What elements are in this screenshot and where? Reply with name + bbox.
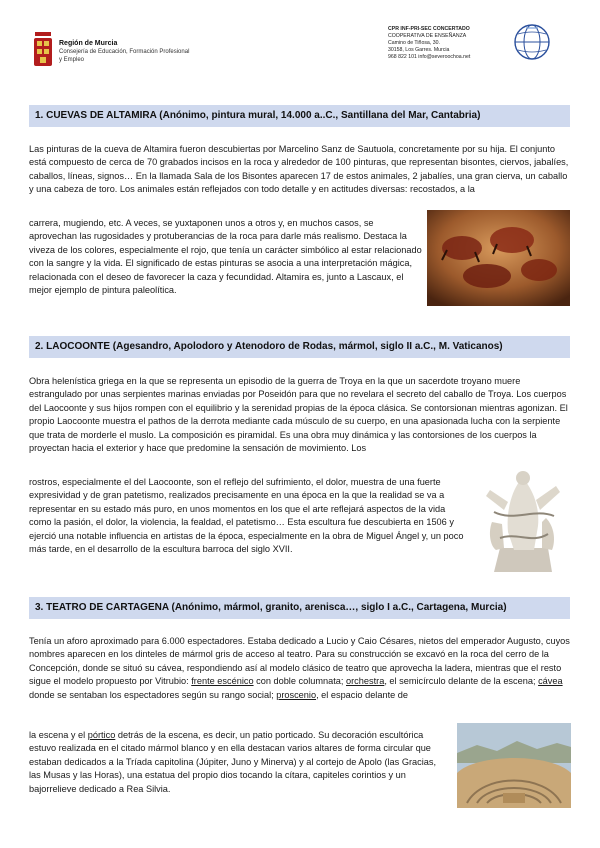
school-line3: Camino de Tiñosa, 30. (388, 40, 440, 46)
page-header (0, 0, 600, 90)
region-line2: Consejería de Educación, Formación Profesional (59, 49, 190, 55)
laocoonte-paragraph-narrow: rostros, especialmente el del Laocoonte, son el reflejo del sufrimiento, el dolor, muestra de una fuerte expresividad y de gran patetismo, realizados precisamente en una época en la que la realidad se va a representar en su estado más puro, en unos momentos en los que el arte reflejará aspectos de la vida como la pasión, el dolor, la violencia, la fealdad, el patetismo… Esta escultura fue descubierta en 1506 y ejerció una notable influencia en artistas de la época, especialmente en la obra de Miguel Ángel y, un poco más tarde, en el desarrollo de la escultura barroca del siglo XVII. (29, 477, 464, 555)
altamira-paragraph-narrow: carrera, mugiendo, etc. A veces, se yuxtaponen unos a otros y, en muchos casos, se aprovechan las rugosidades y protuberancias de la roca para darle más realismo. Destaca la viveza de los colores, especialmente el rojo, que tenía un carácter simbólico al estar relacionado con la sangre y la vida. El significado de estas pinturas se asocia a una interpretación mágica, relacionada con el deseo de favorecer la caza y fecundidad. Altamira es, junto a Lascaux, el mejor ejemplo de pintura paleolítica. (29, 218, 422, 296)
term-frente-escenico: frente escénico (191, 676, 254, 687)
teatro-text-f: detrás de la escena, es decir, un patio porticado. Su decoración escultórica estuvo realizada en el citado mármol blanco y en ella destacan varios altares de forma circular que estaban dedicados a la Tríada capitolina (Júpiter, Juno y Minerva) y al cortejo de Apolo (las Gracias, las Musas y las Horas), una estatua del propio dios tocando la cítara, capiteles corintios y un bajorrelieve dedicado a Rea Silvia. (29, 730, 437, 794)
school-info (388, 26, 470, 61)
teatro-text-b: , el semicírculo delante de la escena; (384, 676, 539, 687)
school-line4: 30158, Los Garres. Murcia (388, 47, 450, 53)
region-line3: y Empleo (59, 57, 85, 63)
term-proscenio: proscenio (276, 689, 317, 700)
section-heading-laocoonte: 2. LAOCOONTE (Agesandro, Apolodoro y Atenodoro de Rodas, mármol, siglo II a.C., M. Vaticanos) (29, 336, 570, 358)
teatro-text-d: , el espacio delante de (316, 689, 409, 700)
laocoonte-sculpture-image (474, 462, 572, 574)
section-heading-altamira: 1. CUEVAS DE ALTAMIRA (Anónimo, pintura mural, 14.000 a..C., Santillana del Mar, Cantabria) (29, 105, 570, 127)
section-heading-teatro: 3. TEATRO DE CARTAGENA (Anónimo, mármol, granito, arenisca…, siglo I a.C., Cartagena, Murcia) (29, 597, 570, 619)
laocoonte-paragraph-full: Obra helenística griega en la que se representa un episodio de la guerra de Troya en la que un sacerdote troyano muere estrangulado por unas serpientes marinas enviadas por Poseidón para que no revelara el secreto del caballo de Troya. Los cuerpos del Laocoonte y sus hijos rompen con el equilibrio y la serenidad propias de la época clásica. Se contorsionan mientras agonizan. El propio Laocoonte muestra el pathos de la derrota mediante cada músculo de su cuerpo, en una apasionada lucha con la serpiente que trata de morderle el muslo. La composición es piramidal. Es una obra muy dinámica y las contorsiones de los cuerpos la proyectan hacia el exterior y hace que predomine la sensación de movimiento. Los (29, 376, 568, 454)
school-line1: CPR INF-PRI-SEC CONCERTADO (388, 26, 470, 32)
school-line2: COOPERATIVA DE ENSEÑANZA (388, 33, 467, 39)
region-crest-logo (33, 30, 53, 70)
teatro-paragraph-full (29, 635, 570, 702)
teatro-text-1: Tenía un aforo aproximado para 6.000 espectadores. Estaba dedicado a Lucio y Caio Césares, nietos del emperador Augusto, cuyos nombres aparecen en los dinteles de mármol gris de acceso al teatro. Para su construcción se excavó en la roca del cerro de la Concepción, donde se situó su cávea, respondiendo así al modelo clásico de teatro que aprovecha la ladera, mientras que el resto sigue el modelo propuesto por Vitrubio: (29, 636, 570, 687)
term-orchestra: orchestra (346, 676, 385, 687)
altamira-paragraph-full: Las pinturas de la cueva de Altamira fueron descubiertas por Marcelino Sanz de Sautuola, concretamente por su hija. El conjunto está compuesto de cerca de 70 grabados incisos en la roca y alrededor de 100 pinturas, que representan bisontes, ciervos, jabalíes, caballos, líneas, signos… En la llamada Sala de los Bisontes aparecen 17 de estos animales, 2 jabalíes, una gran cierva, un caballo y una cabeza de toro. Los animales están reflejados con todo detalle y en actitudes diversas: recostados, a la (29, 144, 569, 195)
teatro-paragraph-narrow (29, 729, 449, 796)
teatro-text-c: donde se sentaban los espectadores según su rango social; (29, 689, 277, 700)
teatro-cartagena-image (457, 723, 571, 808)
term-portico: pórtico (87, 730, 116, 740)
teatro-text-e: la escena y el (29, 730, 88, 740)
school-line5: 968 822 101 info@severoochoa.net (388, 54, 471, 60)
teatro-text-a: con doble columnata; (253, 676, 347, 687)
school-globe-logo (512, 22, 552, 62)
region-title: Región de Murcia (59, 40, 118, 47)
region-text (59, 40, 189, 64)
term-cavea: cávea (538, 676, 563, 687)
altamira-cave-image (427, 210, 570, 306)
